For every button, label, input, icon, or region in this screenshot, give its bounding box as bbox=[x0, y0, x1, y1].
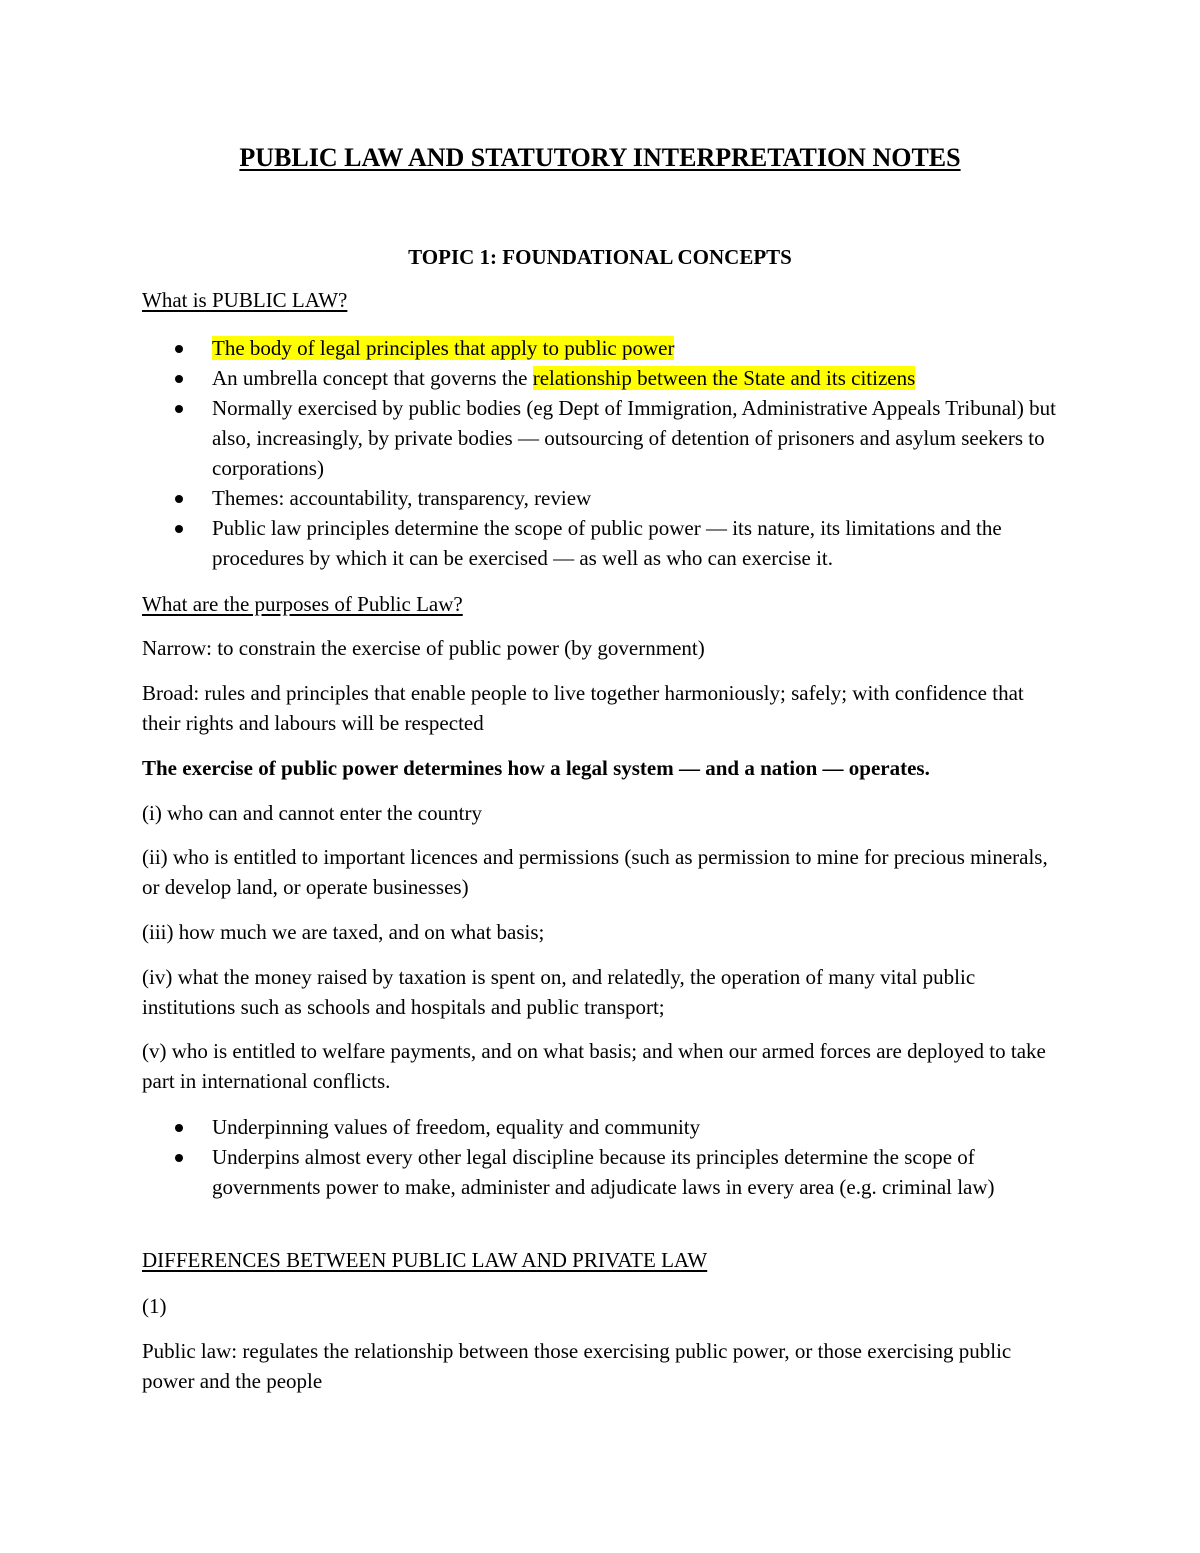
bullet-icon bbox=[175, 495, 183, 503]
bullet-icon bbox=[175, 1124, 183, 1132]
item-i: (i) who can and cannot enter the country bbox=[142, 801, 482, 825]
public-law-definition: Public law: regulates the relationship between those exercising public power, or those exercising public power and the people bbox=[142, 1339, 1012, 1393]
item-iv: (iv) what the money raised by taxation is spent on, and relatedly, the operation of many vital public institutions such as schools and hospitals and public transport; bbox=[142, 965, 976, 1019]
numbered-marker: (1) bbox=[142, 1294, 167, 1318]
document-title: PUBLIC LAW AND STATUTORY INTERPRETATION NOTES bbox=[239, 143, 961, 172]
highlighted-text: relationship between the State and its citizens bbox=[532, 366, 916, 390]
bullet-icon bbox=[175, 345, 183, 353]
item-ii: (ii) who is entitled to important licences and permissions (such as permission to mine for precious minerals, or develop land, or operate businesses) bbox=[142, 845, 1048, 899]
section-heading-purposes: What are the purposes of Public Law? bbox=[142, 592, 463, 616]
section-heading-what-is-public-law: What is PUBLIC LAW? bbox=[142, 288, 348, 312]
section-heading-differences: DIFFERENCES BETWEEN PUBLIC LAW AND PRIVATE LAW bbox=[142, 1248, 708, 1272]
highlighted-text: The body of legal principles that apply to public power bbox=[212, 336, 675, 360]
list-item: Normally exercised by public bodies (eg Dept of Immigration, Administrative Appeals Tribunal) but also, increasingly, by private bodies — outsourcing of detention of prisoners and asylum seekers to corporations) bbox=[142, 393, 1062, 483]
underpinning-bullet-list bbox=[142, 1112, 1062, 1202]
list-item: Public law principles determine the scope of public power — its nature, its limitations and the procedures by which it can be exercised — as well as who can exercise it. bbox=[142, 513, 1062, 573]
narrow-definition: Narrow: to constrain the exercise of public power (by government) bbox=[142, 636, 705, 660]
list-item bbox=[142, 333, 1062, 363]
bullet-icon bbox=[175, 525, 183, 533]
bold-statement: The exercise of public power determines how a legal system — and a nation — operates. bbox=[142, 756, 930, 780]
bullet-icon bbox=[175, 405, 183, 413]
bullet-icon bbox=[175, 1154, 183, 1162]
list-item: Themes: accountability, transparency, review bbox=[142, 483, 1062, 513]
list-item: Underpins almost every other legal discipline because its principles determine the scope of governments power to make, administer and adjudicate laws in every area (e.g. criminal law) bbox=[142, 1142, 1062, 1202]
public-law-bullet-list bbox=[142, 333, 1062, 573]
topic-heading: TOPIC 1: FOUNDATIONAL CONCEPTS bbox=[408, 245, 792, 269]
broad-definition: Broad: rules and principles that enable people to live together harmoniously; safely; with confidence that their rights and labours will be respected bbox=[142, 681, 1024, 735]
bullet-icon bbox=[175, 375, 183, 383]
list-item: Underpinning values of freedom, equality and community bbox=[142, 1112, 1062, 1142]
item-iii: (iii) how much we are taxed, and on what basis; bbox=[142, 920, 545, 944]
item-v: (v) who is entitled to welfare payments, and on what basis; and when our armed forces are deployed to take part in international conflicts. bbox=[142, 1039, 1046, 1093]
list-item: An umbrella concept that governs the relationship between the State and its citizens bbox=[142, 363, 1062, 393]
